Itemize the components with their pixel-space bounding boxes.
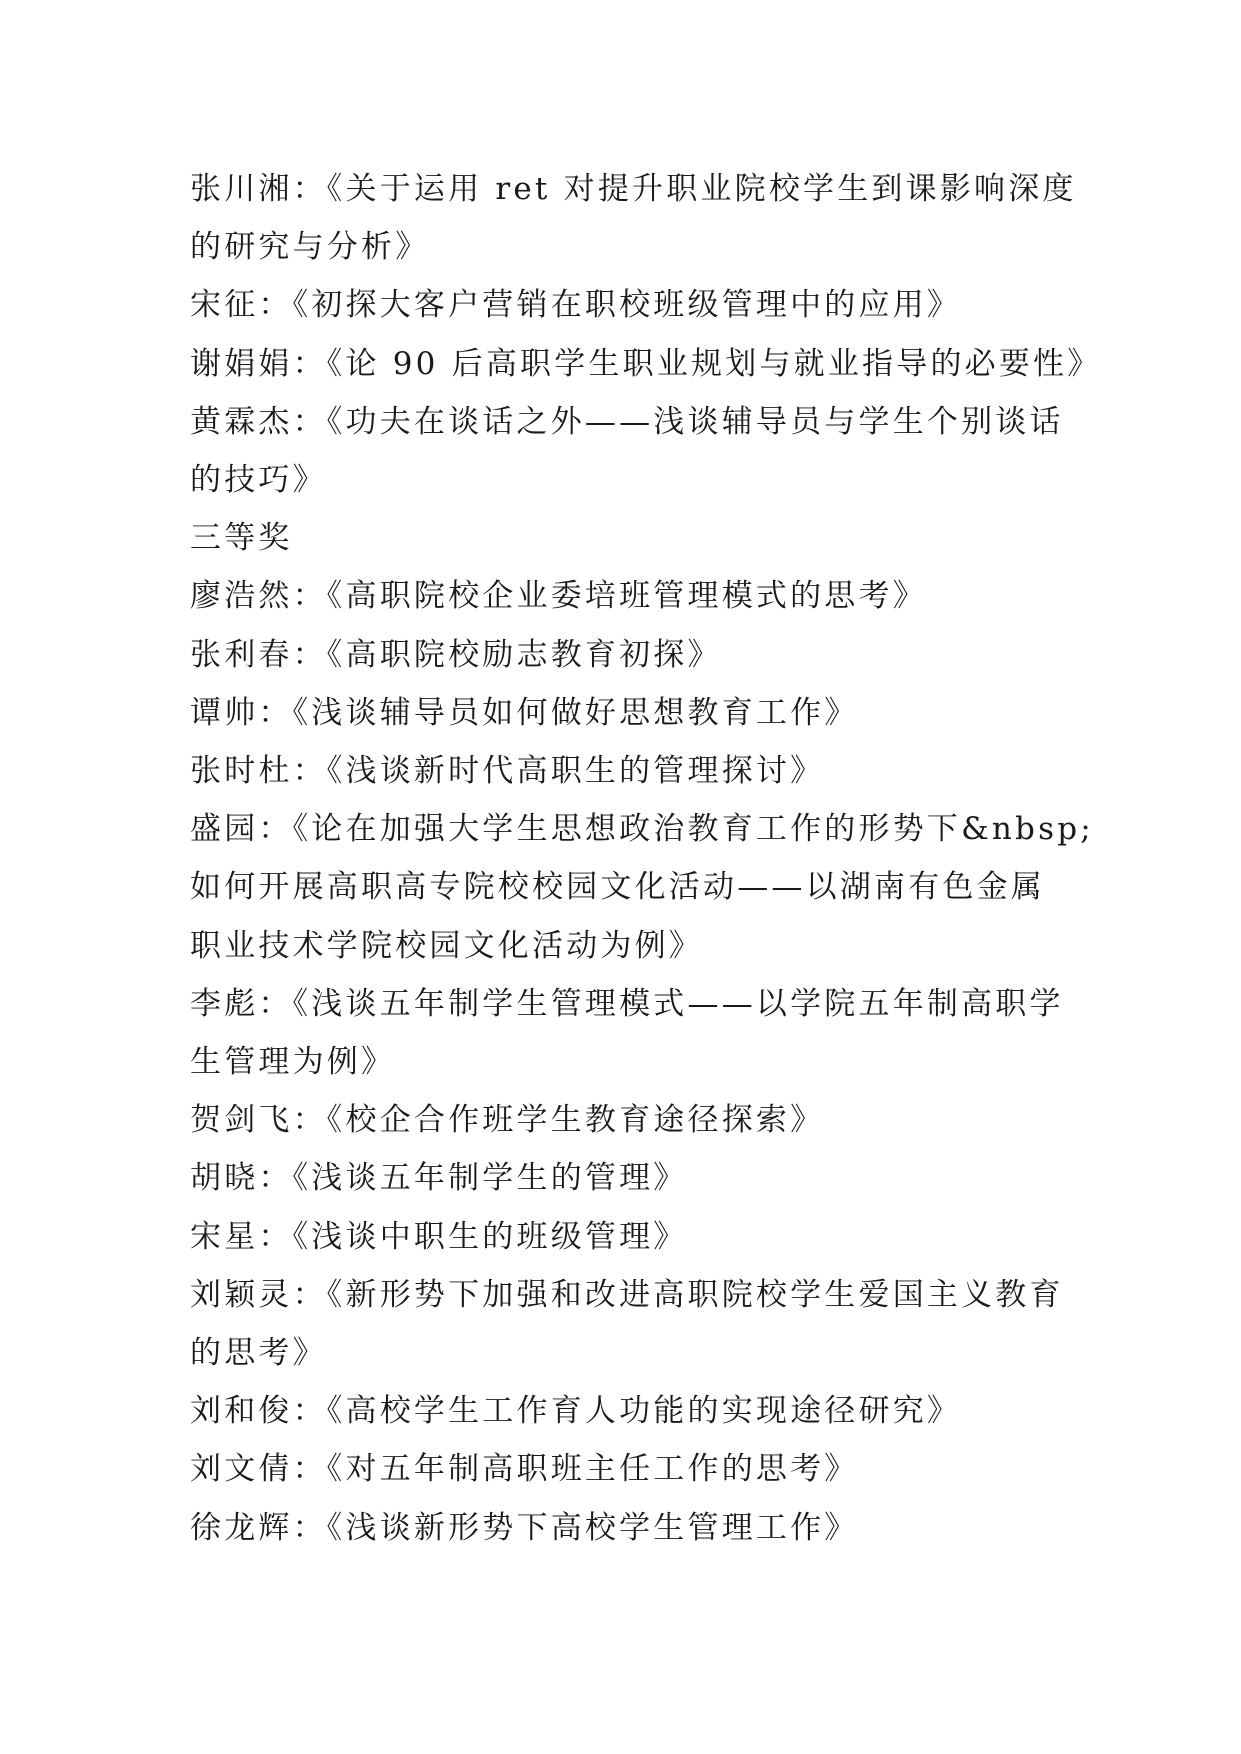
- text-line: 生管理为例》: [190, 1044, 396, 1081]
- text-line: 谢娟娟：《论 90 后高职学生职业规划与就业指导的必要性》: [190, 345, 1102, 382]
- text-line: 盛园：《论在加强大学生思想政治教育工作的形势下&nbsp;: [190, 811, 1094, 848]
- text-line: 李彪：《浅谈五年制学生管理模式——以学院五年制高职学: [190, 985, 1064, 1022]
- text-line: 宋星：《浅谈中职生的班级管理》: [190, 1218, 688, 1255]
- text-line: 谭帅：《浅谈辅导员如何做好思想教育工作》: [190, 694, 859, 731]
- award-list: [190, 160, 1102, 1557]
- text-line: 刘颖灵：《新形势下加强和改进高职院校学生爱国主义教育: [190, 1276, 1064, 1313]
- text-line: 张时杜：《浅谈新时代高职生的管理探讨》: [190, 753, 825, 790]
- text-line: 的研究与分析》: [190, 229, 430, 266]
- text-line: 刘文倩：《对五年制高职班主任工作的思考》: [190, 1451, 859, 1488]
- text-line: 宋征：《初探大客户营销在职校班级管理中的应用》: [190, 287, 962, 324]
- section-heading-third-prize: 三等奖: [190, 520, 293, 557]
- text-line: 职业技术学院校园文化活动为例》: [190, 927, 703, 964]
- text-line: 廖浩然：《高职院校企业委培班管理模式的思考》: [190, 578, 927, 615]
- text-line: 的技巧》: [190, 462, 327, 499]
- text-line: 张川湘：《关于运用 ret 对提升职业院校学生到课影响深度: [190, 171, 1077, 207]
- text-line: 黄霖杰：《功夫在谈话之外——浅谈辅导员与学生个别谈话: [190, 403, 1064, 440]
- text-line: 胡晓：《浅谈五年制学生的管理》: [190, 1160, 688, 1197]
- text-line: 刘和俊：《高校学生工作育人功能的实现途径研究》: [190, 1393, 962, 1430]
- text-line: 的思考》: [190, 1335, 327, 1372]
- text-line: 徐龙辉：《浅谈新形势下高校学生管理工作》: [190, 1509, 859, 1546]
- text-line: 如何开展高职高专院校校园文化活动——以湖南有色金属: [190, 869, 1045, 906]
- text-line: 贺剑飞：《校企合作班学生教育途径探索》: [190, 1102, 825, 1139]
- text-line: 张利春：《高职院校励志教育初探》: [190, 636, 722, 673]
